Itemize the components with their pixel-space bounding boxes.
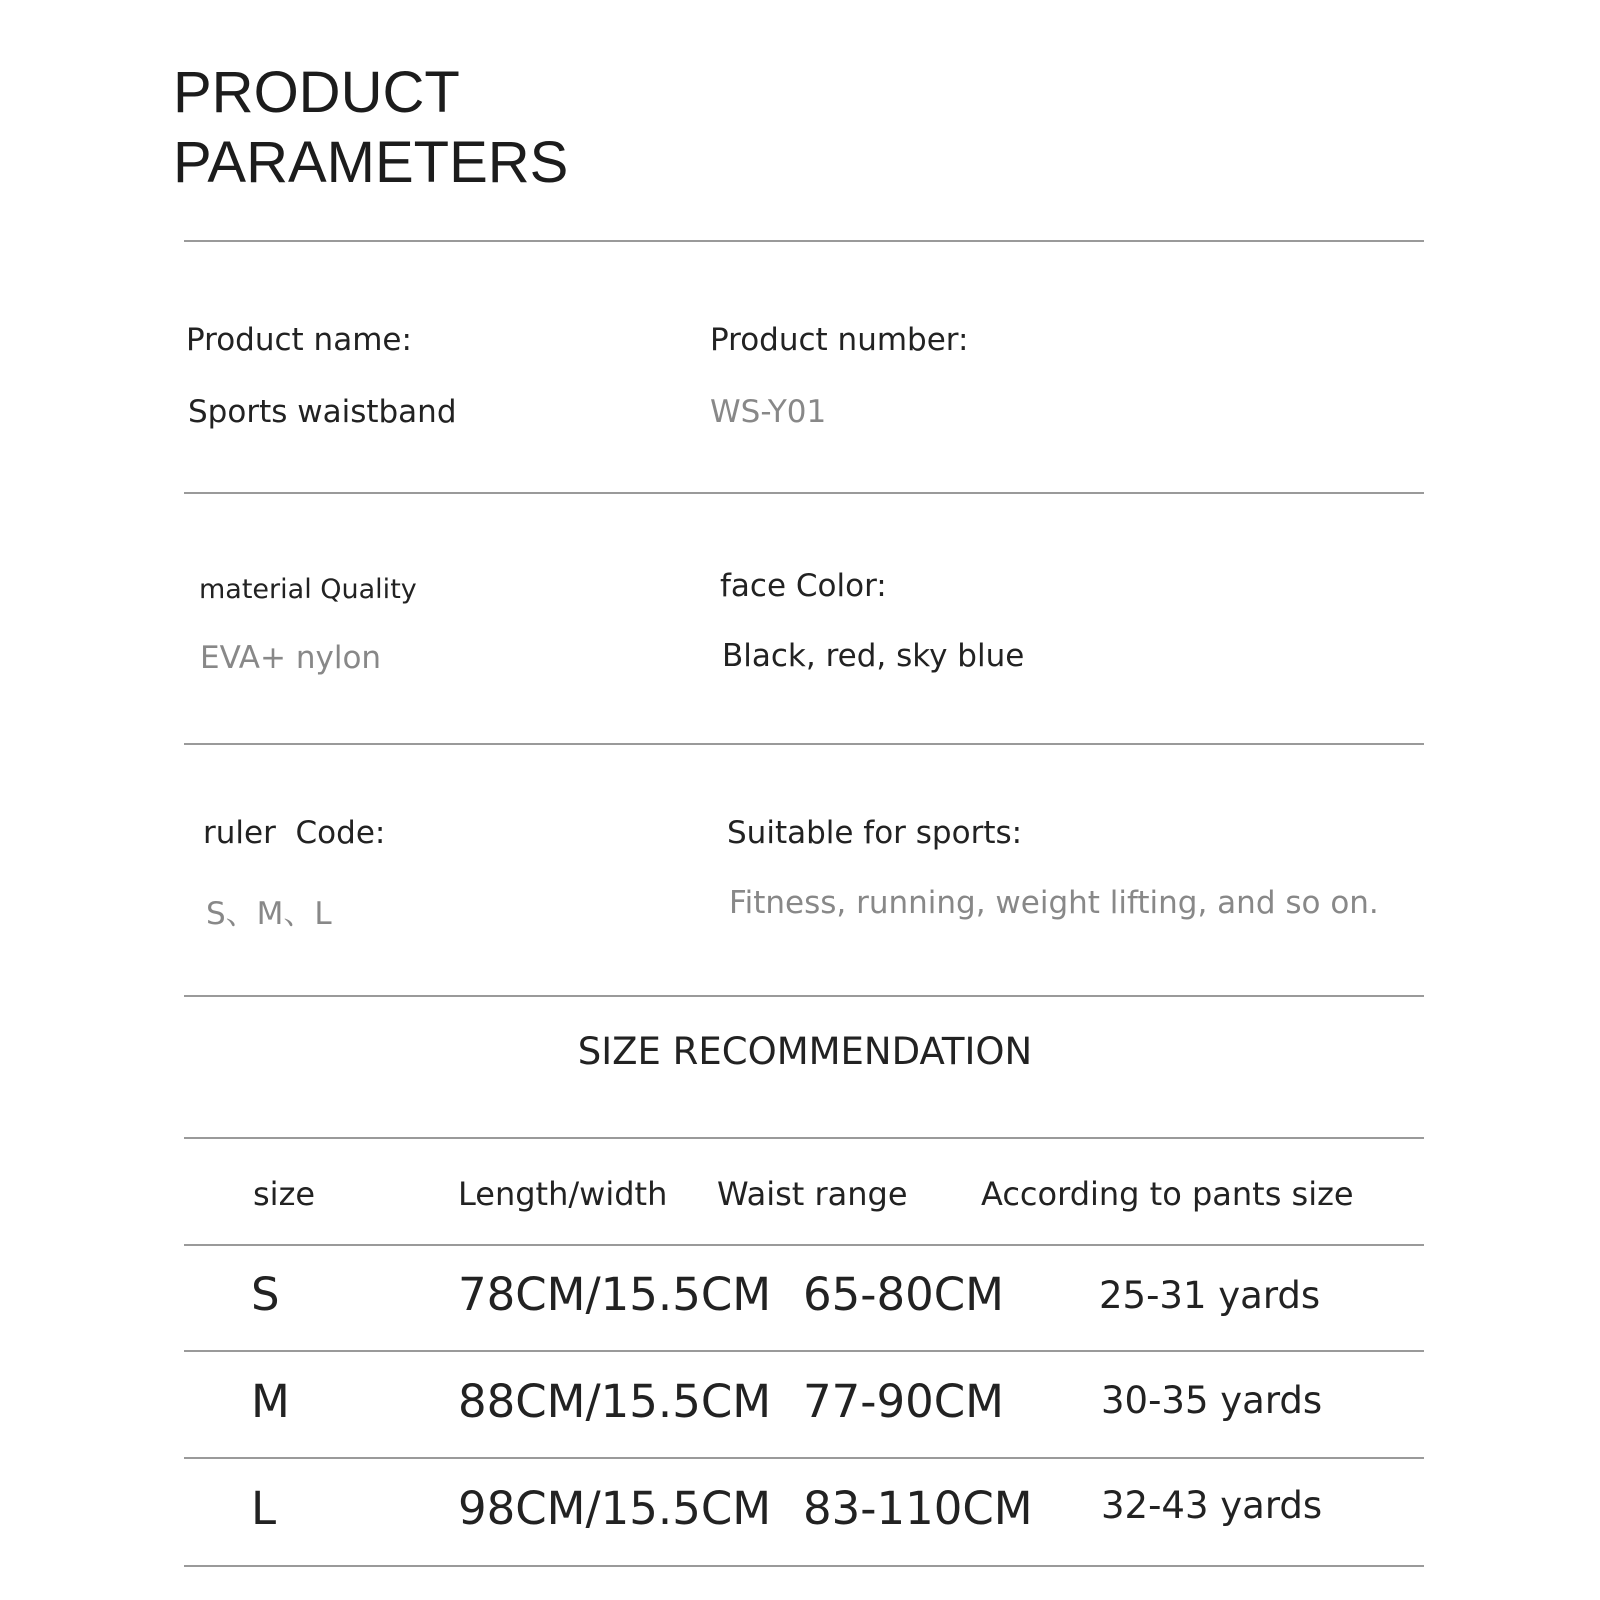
table-cell-waist: 65-80CM	[803, 1268, 1005, 1321]
page-title-line-1: PRODUCT	[173, 60, 460, 125]
product-name-label: Product name:	[186, 322, 412, 358]
divider	[184, 1244, 1424, 1246]
divider	[184, 240, 1424, 242]
product-number-label: Product number:	[710, 322, 969, 358]
divider	[184, 743, 1424, 745]
color-value: Black, red, sky blue	[722, 638, 1025, 674]
size-code-value: S、M、L	[206, 896, 332, 932]
table-cell-length-width: 78CM/15.5CM	[458, 1268, 772, 1321]
page-title	[173, 58, 568, 198]
divider	[184, 492, 1424, 494]
table-cell-length-width: 98CM/15.5CM	[458, 1482, 772, 1535]
column-header-waist-range: Waist range	[717, 1175, 908, 1213]
divider	[184, 995, 1424, 997]
table-cell-pants-size: 25-31 yards	[1099, 1274, 1321, 1317]
column-header-pants-size: According to pants size	[981, 1175, 1354, 1213]
table-cell-size: M	[251, 1375, 290, 1428]
sports-value: Fitness, running, weight lifting, and so on.	[729, 885, 1379, 921]
color-label: face Color:	[720, 568, 887, 604]
table-cell-pants-size: 32-43 yards	[1101, 1484, 1323, 1527]
divider	[184, 1565, 1424, 1567]
table-cell-size: L	[251, 1482, 277, 1535]
section-title: SIZE RECOMMENDATION	[577, 1030, 1033, 1073]
divider	[184, 1137, 1424, 1139]
product-name-value: Sports waistband	[188, 394, 457, 430]
size-code-label: ruler Code:	[203, 815, 386, 851]
table-cell-waist: 83-110CM	[803, 1482, 1033, 1535]
product-number-value: WS-Y01	[710, 394, 827, 430]
divider	[184, 1350, 1424, 1352]
column-header-size: size	[253, 1175, 316, 1213]
table-cell-size: S	[251, 1268, 280, 1321]
material-label: material Quality	[199, 574, 417, 605]
table-cell-pants-size: 30-35 yards	[1101, 1379, 1323, 1422]
table-cell-waist: 77-90CM	[803, 1375, 1005, 1428]
material-value: EVA+ nylon	[200, 640, 382, 676]
page-title-line-2: PARAMETERS	[173, 130, 569, 195]
sports-label: Suitable for sports:	[727, 815, 1023, 851]
column-header-length-width: Length/width	[458, 1175, 668, 1213]
table-cell-length-width: 88CM/15.5CM	[458, 1375, 772, 1428]
divider	[184, 1457, 1424, 1459]
